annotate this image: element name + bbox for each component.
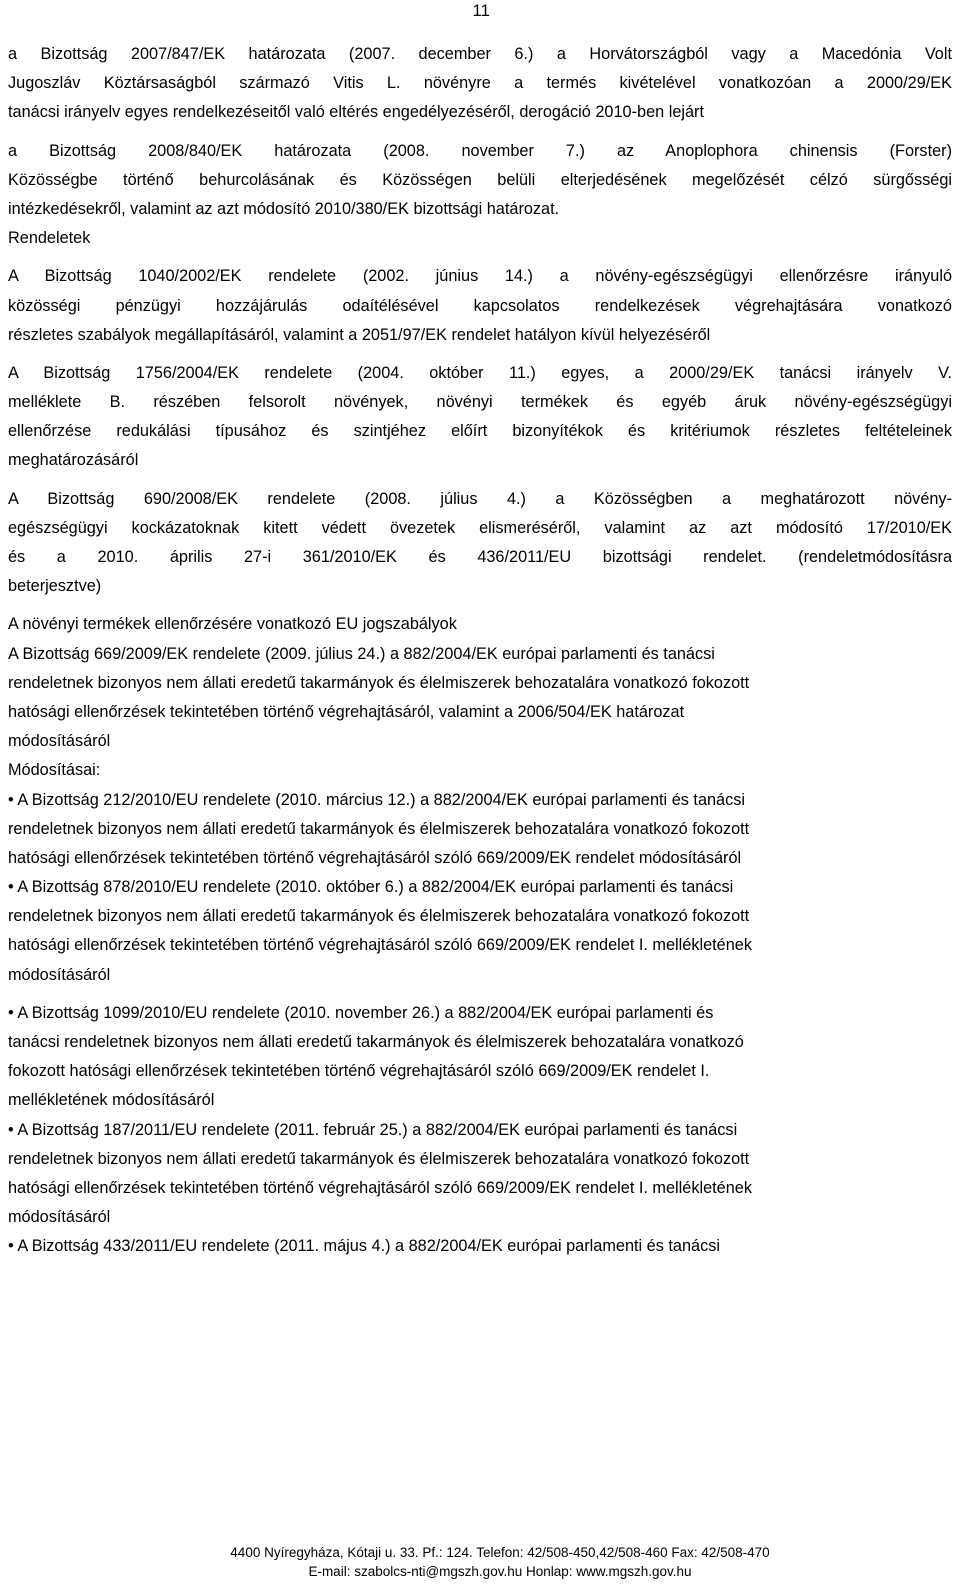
footer-contact: E-mail: szabolcs-nti@mgszh.gov.hu Honlap: www.mgszh.gov.hu bbox=[308, 1564, 692, 1579]
text-line: melléklete B. részében felsorolt növények, növényi termékek és egyéb áruk növény-egészségügyi bbox=[8, 393, 952, 412]
paragraph bbox=[8, 999, 952, 1262]
text-line: hatósági ellenőrzések tekintetében történő végrehajtásáról szóló 669/2009/EK rendelet I. mellékletének bbox=[8, 936, 752, 955]
text-line: Közösségbe történő behurcolásának és Közösségen belüli elterjedésének megelőzését célzó sürgősségi bbox=[8, 170, 952, 189]
paragraph-gap bbox=[8, 253, 952, 262]
text-line: A Bizottság 669/2009/EK rendelete (2009. július 24.) a 882/2004/EK európai parlamenti és tanácsi bbox=[8, 644, 715, 663]
text-line: fokozott hatósági ellenőrzések tekintetében történő végrehajtásáról szóló 669/2009/EK rendelet I. bbox=[8, 1062, 710, 1081]
text-line: • A Bizottság 1099/2010/EU rendelete (2010. november 26.) a 882/2004/EK európai parlamenti és bbox=[8, 1003, 714, 1022]
text-line: módosításáról bbox=[8, 732, 111, 751]
text-line: Módosításai: bbox=[8, 761, 101, 780]
document-body bbox=[8, 40, 952, 1262]
text-line: intézkedésekről, valamint az azt módosító 2010/380/EK bizottsági határozat. bbox=[8, 199, 560, 218]
text-line: • A Bizottság 433/2011/EU rendelete (2011. május 4.) a 882/2004/EK európai parlamenti és tanácsi bbox=[8, 1237, 720, 1256]
text-line: ellenőrzése redukálási típusához és szintjéhez előírt bizonyítékok és kritériumok részletes feltételeinek bbox=[8, 422, 952, 441]
text-line: • A Bizottság 212/2010/EU rendelete (2010. március 12.) a 882/2004/EK európai parlamenti és tanácsi bbox=[8, 790, 746, 809]
paragraph bbox=[8, 485, 952, 602]
text-line: Jugoszláv Köztársaságból származó Vitis L. növényre a termés kivételével vonatkozóan a 2000/29/EK bbox=[8, 74, 952, 93]
text-line: a Bizottság 2007/847/EK határozata (2007. december 6.) a Horvátországból vagy a Macedónia Volt bbox=[8, 45, 952, 63]
text-line: egészségügyi kockázatoknak kitett védett övezetek elismeréséről, valamint az azt módosító 17/2010/EK bbox=[8, 518, 952, 537]
text-line: Rendeletek bbox=[8, 229, 91, 248]
text-line: hatósági ellenőrzések tekintetében történő végrehajtásáról szóló 669/2009/EK rendelet módosításáról bbox=[8, 848, 742, 867]
text-line: rendeletnek bizonyos nem állati eredetű takarmányok és élelmiszerek behozatalára vonatkozó fokozott bbox=[8, 819, 750, 838]
text-line: meghatározásáról bbox=[8, 451, 139, 470]
text-line: A Bizottság 690/2008/EK rendelete (2008. július 4.) a Közösségben a meghatározott növény- bbox=[8, 489, 952, 508]
footer-address: 4400 Nyíregyháza, Kótaji u. 33. Pf.: 124. Telefon: 42/508-450,42/508-460 Fax: 42/508-470 bbox=[230, 1545, 770, 1560]
text-line: mellékletének módosításáról bbox=[8, 1091, 215, 1110]
paragraph bbox=[8, 610, 952, 989]
text-line: közösségi pénzügyi hozzájárulás odaítélésével kapcsolatos rendelkezések végrehajtására vonatkozó bbox=[8, 296, 952, 315]
text-line: hatósági ellenőrzések tekintetében történő végrehajtásáról, valamint a 2006/504/EK határozat bbox=[8, 702, 685, 721]
page-number: 11 bbox=[472, 1, 490, 20]
text-line: • A Bizottság 187/2011/EU rendelete (2011. február 25.) a 882/2004/EK európai parlamenti és tanácsi bbox=[8, 1120, 738, 1139]
paragraph bbox=[8, 137, 952, 254]
paragraph bbox=[8, 40, 952, 128]
text-line: módosításáról bbox=[8, 1208, 111, 1227]
text-line: rendeletnek bizonyos nem állati eredetű takarmányok és élelmiszerek behozatalára vonatkozó fokozott bbox=[8, 907, 750, 926]
page-footer bbox=[0, 1543, 960, 1581]
paragraph-gap bbox=[8, 476, 952, 485]
paragraph-gap bbox=[8, 128, 952, 137]
text-line: • A Bizottság 878/2010/EU rendelete (2010. október 6.) a 882/2004/EK európai parlamenti és tanácsi bbox=[8, 878, 734, 897]
text-line: A Bizottság 1756/2004/EK rendelete (2004. október 11.) egyes, a 2000/29/EK tanácsi irányelv V. bbox=[8, 363, 952, 382]
text-line: tanácsi rendeletnek bizonyos nem állati eredetű takarmányok és élelmiszerek behozatalára vonatkozó bbox=[8, 1033, 744, 1051]
text-line: rendeletnek bizonyos nem állati eredetű takarmányok és élelmiszerek behozatalára vonatkozó fokozott bbox=[8, 1149, 750, 1168]
text-line: tanácsi irányelv egyes rendelkezéseitől való eltérés engedélyezéséről, derogáció 2010-ben lejárt bbox=[8, 103, 704, 122]
text-line: rendeletnek bizonyos nem állati eredetű takarmányok és élelmiszerek behozatalára vonatkozó fokozott bbox=[8, 673, 750, 692]
text-line: A Bizottság 1040/2002/EK rendelete (2002. június 14.) a növény-egészségügyi ellenőrzésre irányuló bbox=[8, 267, 952, 286]
paragraph-gap bbox=[8, 601, 952, 610]
paragraph-gap bbox=[8, 990, 952, 999]
text-line: részletes szabályok megállapításáról, valamint a 2051/97/EK rendelet hatályon kívül helyezéséről bbox=[8, 325, 711, 344]
text-line: és a 2010. április 27-i 361/2010/EK és 436/2011/EU bizottsági rendelet. (rendeletmódosításra bbox=[8, 548, 952, 566]
paragraph bbox=[8, 262, 952, 350]
paragraph-gap bbox=[8, 350, 952, 359]
text-line: a Bizottság 2008/840/EK határozata (2008. november 7.) az Anoplophora chinensis (Forster) bbox=[8, 141, 952, 160]
text-line: hatósági ellenőrzések tekintetében történő végrehajtásáról szóló 669/2009/EK rendelet I. mellékletének bbox=[8, 1178, 752, 1197]
text-line: módosításáról bbox=[8, 965, 111, 984]
paragraph bbox=[8, 359, 952, 476]
text-line: beterjesztve) bbox=[8, 577, 102, 596]
text-line: A növényi termékek ellenőrzésére vonatkozó EU jogszabályok bbox=[8, 615, 457, 634]
